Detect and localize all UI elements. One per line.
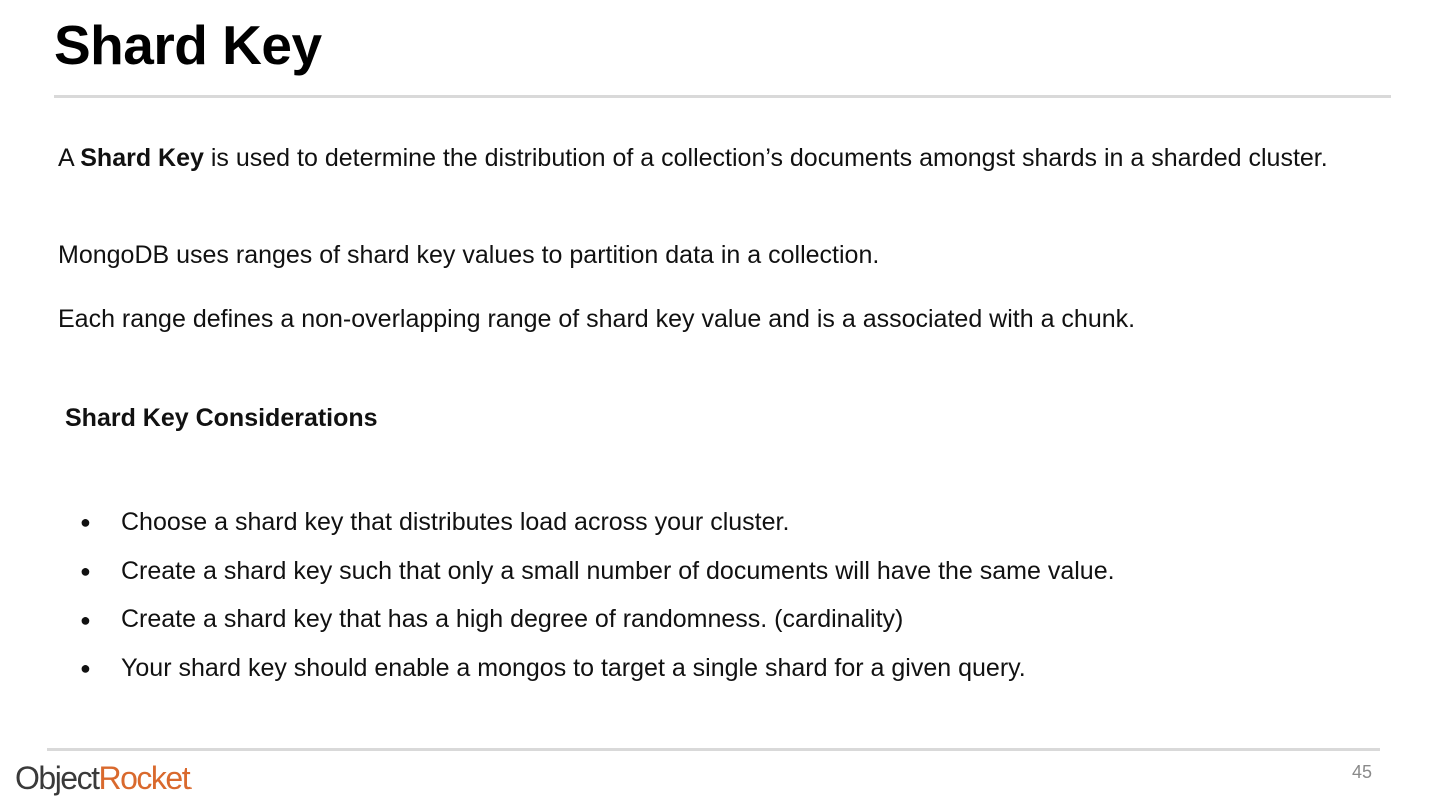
bullet-icon: ● (80, 512, 91, 533)
title-divider (54, 95, 1391, 98)
list-item-text: Create a shard key that has a high degree of randomness. (cardinality) (121, 605, 904, 634)
objectrocket-logo (15, 758, 193, 804)
bullet-icon: ● (80, 658, 91, 679)
list-item (78, 644, 1115, 693)
paragraph-chunks: Each range defines a non-overlapping range of shard key value and is a associated with a chunk. (58, 305, 1136, 333)
list-item (78, 547, 1115, 596)
page-number: 45 (1352, 762, 1373, 782)
list-item-text: Your shard key should enable a mongos to target a single shard for a given query. (121, 653, 1026, 682)
slide-title: Shard Key (54, 14, 322, 76)
footer-divider (47, 748, 1380, 751)
logo-word-object: Object (15, 760, 99, 796)
bullet-icon: ● (80, 561, 91, 582)
intro-prefix: A (58, 144, 81, 172)
intro-paragraph (58, 142, 1398, 175)
paragraph-ranges: MongoDB uses ranges of shard key values to partition data in a collection. (58, 241, 880, 269)
bullet-icon: ● (80, 609, 91, 630)
intro-term: Shard Key (80, 144, 204, 172)
list-item (78, 498, 1115, 547)
considerations-list (78, 498, 1115, 693)
considerations-heading: Shard Key Considerations (65, 404, 378, 432)
logo-mark: . (189, 776, 193, 792)
list-item (78, 595, 1115, 644)
list-item-text: Choose a shard key that distributes load across your cluster. (121, 507, 790, 536)
logo-word-rocket: Rocket (98, 760, 190, 796)
list-item-text: Create a shard key such that only a small number of documents will have the same value. (121, 556, 1115, 585)
intro-suffix: is used to determine the distribution of a collection’s documents amongst shards in a sharded cluster. (203, 144, 1328, 172)
